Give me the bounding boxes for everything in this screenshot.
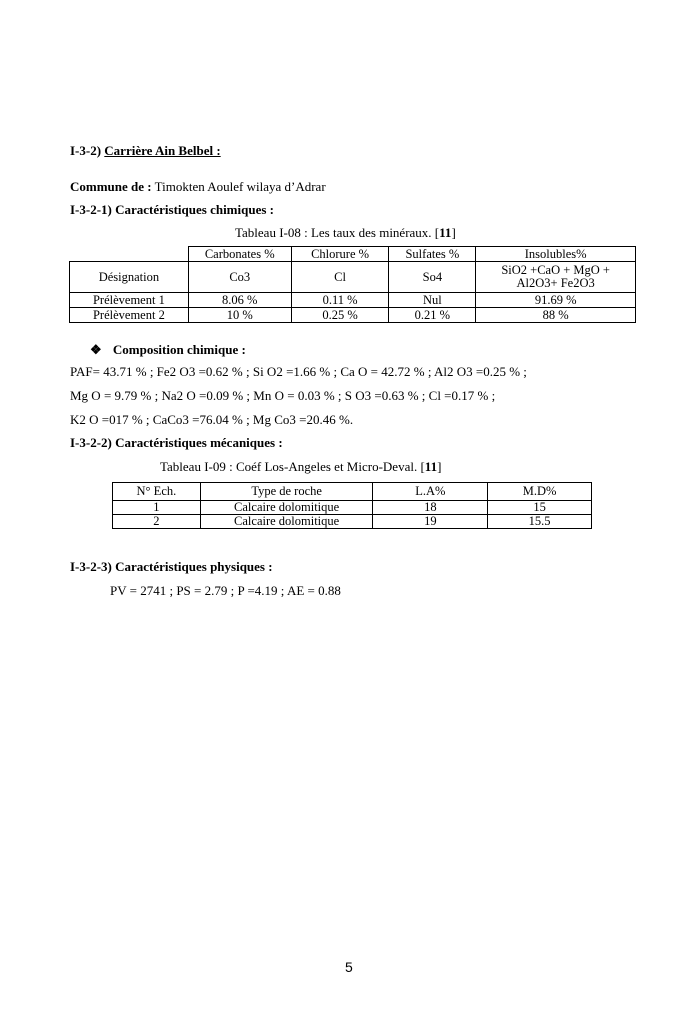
composition-line-2: Mg O = 9.79 % ; Na2 O =0.09 % ; Mn O = 0.03 % ; S O3 =0.63 % ; Cl =0.17 % ; [70, 388, 496, 403]
table-row [70, 293, 636, 308]
table2-cell: 2 [113, 515, 201, 529]
commune-label: Commune de : [70, 179, 152, 194]
table-row [70, 308, 636, 323]
table1-header: Sulfates % [389, 247, 476, 262]
composition-line-3: K2 O =017 % ; CaCo3 =76.04 % ; Mg Co3 =20.46 %. [70, 412, 354, 427]
table1-header-row [70, 247, 636, 262]
table1-insolubles-formula [476, 262, 636, 293]
table2-cell: Calcaire dolomitique [200, 501, 373, 515]
table2-cell: 15 [488, 501, 592, 515]
table1-caption-end: ] [451, 225, 456, 240]
table1-cell: 8.06 % [188, 293, 291, 308]
table2-caption-text: Tableau I-09 : Coéf Los-Angeles et Micro-Deval. [ [160, 459, 425, 474]
table2-cell: 1 [113, 501, 201, 515]
table1-header: Carbonates % [188, 247, 291, 262]
table1-cell: 0.21 % [389, 308, 476, 323]
table1-cell: 91.69 % [476, 293, 636, 308]
table2-caption [160, 459, 441, 475]
insolubles-formula-line1: SiO2 +CaO + MgO + [501, 263, 610, 277]
table2-caption-ref: 11 [424, 459, 438, 474]
table1-caption-ref: 11 [439, 225, 452, 240]
table2-header: Type de roche [200, 483, 373, 501]
table1-designation-label: Désignation [70, 262, 189, 293]
table2-header: M.D% [488, 483, 592, 501]
table1-header: Insolubles% [476, 247, 636, 262]
minerals-table [69, 246, 636, 323]
phys-values: PV = 2741 ; PS = 2.79 ; P =4.19 ; AE = 0.88 [110, 583, 341, 598]
table1-cell: 10 % [188, 308, 291, 323]
table2-cell: Calcaire dolomitique [200, 515, 373, 529]
phys-heading: I-3-2-3) Caractéristiques physiques : [70, 559, 273, 574]
table-row [113, 501, 592, 515]
table1-empty-cell [70, 247, 189, 262]
table2-header-row [113, 483, 592, 501]
table1-header: Chlorure % [291, 247, 389, 262]
table1-row-label: Prélèvement 2 [70, 308, 189, 323]
table1-cell: 0.11 % [291, 293, 389, 308]
table2-caption-end: ] [437, 459, 442, 474]
table1-formula-row [70, 262, 636, 293]
composition-heading-line [90, 342, 246, 358]
composition-heading: Composition chimique : [112, 342, 246, 357]
table1-caption-text: Tableau I-08 : Les taux des minéraux. [ [235, 225, 440, 240]
table1-caption [235, 225, 456, 241]
section-name: Carrière Ain Belbel : [104, 143, 221, 158]
table1-formula: So4 [389, 262, 476, 293]
table1-cell: Nul [389, 293, 476, 308]
table1-formula: Cl [291, 262, 389, 293]
commune-line [70, 179, 326, 195]
diamond-bullet-icon: ❖ [90, 342, 102, 357]
table2-cell: 15.5 [488, 515, 592, 529]
table-row [113, 515, 592, 529]
chem-heading: I-3-2-1) Caractéristiques chimiques : [70, 202, 274, 217]
mech-heading: I-3-2-2) Caractéristiques mécaniques : [70, 435, 283, 450]
table1-formula: Co3 [188, 262, 291, 293]
los-angeles-table [112, 482, 592, 529]
insolubles-formula-line2: Al2O3+ Fe2O3 [516, 276, 595, 290]
section-title [70, 143, 221, 159]
table2-cell: 18 [373, 501, 488, 515]
table2-header: L.A% [373, 483, 488, 501]
table2-cell: 19 [373, 515, 488, 529]
table2-header: N° Ech. [113, 483, 201, 501]
table1-cell: 88 % [476, 308, 636, 323]
table1-cell: 0.25 % [291, 308, 389, 323]
composition-line-1: PAF= 43.71 % ; Fe2 O3 =0.62 % ; Si O2 =1.66 % ; Ca O = 42.72 % ; Al2 O3 =0.25 % ; [70, 364, 527, 379]
section-number: I-3-2) [70, 143, 102, 158]
table1-row-label: Prélèvement 1 [70, 293, 189, 308]
page-number: 5 [345, 959, 353, 975]
commune-value: Timokten Aoulef wilaya d’Adrar [154, 179, 326, 194]
